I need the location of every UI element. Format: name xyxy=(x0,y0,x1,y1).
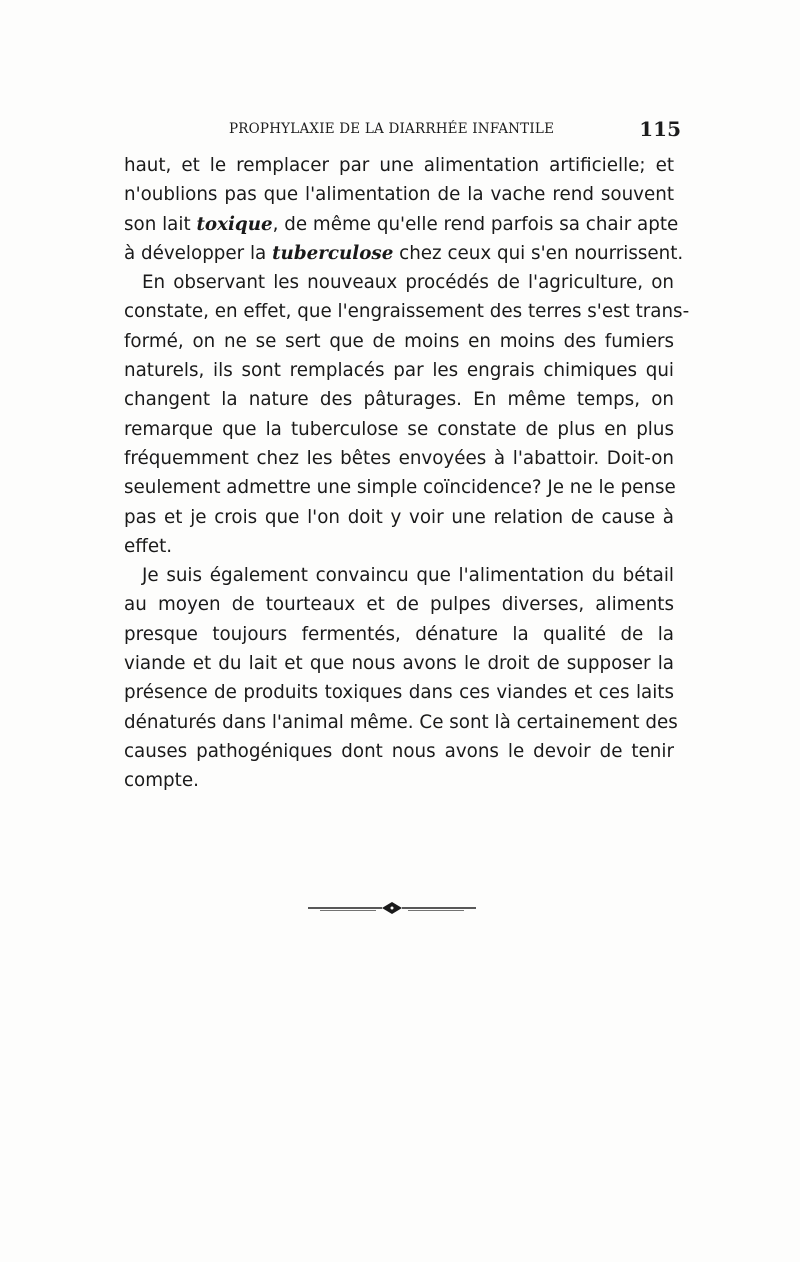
paragraph-start-line: En observant les nouveaux procédés de l'agriculture, on xyxy=(142,272,674,294)
text-line: compte. xyxy=(124,770,199,792)
section-end-ornament-icon xyxy=(306,898,478,918)
page-header xyxy=(205,119,683,141)
text-line: présence de produits toxiques dans ces viandes et ces laits xyxy=(124,682,674,704)
text-line: viande et du lait et que nous avons le droit de supposer la xyxy=(124,653,674,675)
text-line: naturels, ils sont remplacés par les engrais chimiques qui xyxy=(124,360,674,382)
text-line: formé, on ne se sert que de moins en moins des fumiers xyxy=(124,330,674,352)
text-line: n'oublions pas que l'alimentation de la vache rend souvent xyxy=(124,184,674,206)
body-text xyxy=(124,151,690,796)
text-line: constate, en effet, que l'engraissement des terres s'est trans- xyxy=(124,301,690,323)
page-number: 115 xyxy=(639,117,681,141)
text-line: pas et je crois que l'on doit y voir une relation de cause à xyxy=(124,506,674,528)
text-line: seulement admettre une simple coïncidence? Je ne le pense xyxy=(124,477,676,499)
text-line: effet. xyxy=(124,535,173,557)
text-line: presque toujours fermentés, dénature la qualité de la xyxy=(124,623,674,645)
text-line: haut, et le remplacer par une alimentation artificielle; et xyxy=(124,155,674,176)
text-line: fréquemment chez les bêtes envoyées à l'abattoir. Doit-on xyxy=(124,447,674,469)
text-line: remarque que la tuberculose se constate de plus en plus xyxy=(124,418,674,440)
emphasis-toxique: toxique xyxy=(196,213,273,235)
text-line: son lait toxique, de même qu'elle rend parfois sa chair apte xyxy=(124,213,679,235)
emphasis-tuberculose: tuberculose xyxy=(272,242,394,264)
text-line: à développer la tuberculose chez ceux qui s'en nourrissent. xyxy=(124,242,684,264)
running-title: PROPHYLAXIE DE LA DIARRHÉE INFANTILE xyxy=(229,121,555,137)
paragraph-start-line: Je suis également convaincu que l'alimentation du bétail xyxy=(142,565,674,587)
text-line: dénaturés dans l'animal même. Ce sont là certainement des xyxy=(124,711,678,733)
text-line: au moyen de tourteaux et de pulpes diverses, aliments xyxy=(124,594,674,616)
text-line: changent la nature des pâturages. En même temps, on xyxy=(124,389,674,411)
text-line: causes pathogéniques dont nous avons le devoir de tenir xyxy=(124,740,674,762)
